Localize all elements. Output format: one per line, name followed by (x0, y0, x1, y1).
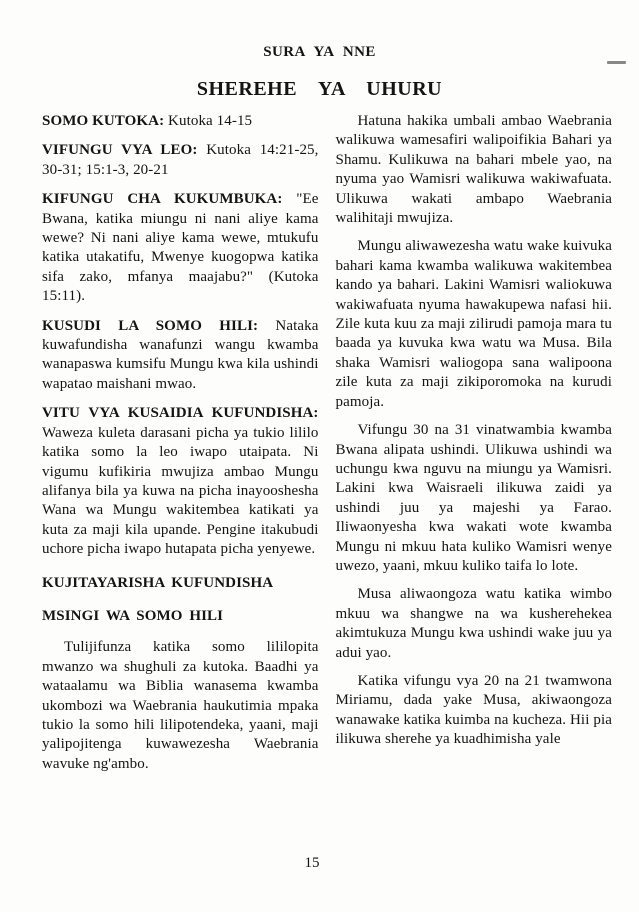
chapter-heading: SURA YA NNE (263, 44, 376, 60)
section-text: Kutoka 14:21-25, 30-31; 15:1-3, 20-21 (42, 142, 319, 178)
section-text: "Ee Bwana, katika miungu ni nani aliye kama wewe? Ni nani aliye kama wewe, mtukufu katika utakatifu, Mwenye kuogopwa katika sifa zako, mfanya maajabu?" (Kutoka 15:11). (42, 191, 319, 305)
section-label: KIFUNGU CHA KUKUMBUKA: (42, 191, 283, 208)
section-label: SOMO KUTOKA: (42, 113, 165, 129)
scan-artifact-mark (607, 61, 626, 64)
section-vitu-vya-kusaidia (42, 404, 319, 559)
page-header (0, 0, 639, 101)
page-title: SHEREHE YA UHURU (196, 78, 443, 100)
two-column-body (42, 112, 612, 784)
left-column-paragraph: Tulijifunza katika somo lililopita mwanzo wa shughuli za kutoka. Baadhi ya wataalamu wa Biblia wanasema kwamba ukombozi wa Waebrania haukutimia mpaka tukio la somo hili lilipotendeka, yaani, maji yalipojitenga kuwawezesha Waebrania wavuke ng'ambo. (42, 639, 319, 772)
paragraph: Mungu aliwawezesha watu wake kuivuka bahari kama kwamba walikuwa wakitembea kando ya bahari. Lakini Wamisri waliokuwa wakiwafuata nyuma hawakupewa nafasi hii. Zile kuta kuu za maji zilirudi pamoja mara tu baada ya kuvuka kwa watu wa Musa. Bila shaka Wamisri waliogopa sana walipoona zile kuta za maji zikiporomoka na kurudi pamoja. (335, 238, 612, 410)
subheading-msingi: MSINGI WA SOMO HILI (42, 607, 224, 624)
section-text: Nataka kuwafundisha wanafunzi wangu kwamba wanapaswa kumsifu Mungu kwa kila ushindi wapatao maishani mwao. (42, 317, 319, 392)
paragraph: Musa aliwaongoza watu katika wimbo mkuu wa shangwe na wa kusherehekea akimtukuza Mungu kwa ushindi wake juu ya adui yao. (335, 586, 612, 661)
section-label: KUSUDI LA SOMO HILI: (42, 317, 259, 334)
section-kifungu-cha-kukumbuka (42, 190, 319, 306)
paragraph: Vifungu 30 na 31 vinatwambia kwamba Bwana alipata ushindi. Ulikuwa ushindi wa uchungu kwa nguvu na miungu ya Wamisri. Lakini kwa Waisraeli ilikuwa zaidi ya ushindi juu ya majeshi ya Farao. Iliwaonyesha kwa wakati wote kwamba Mungu ni mkuu hata kuliko Wamisri wenye uwezo, yaani, mkuu kuliko taifa lo lote. (335, 422, 612, 574)
left-column (42, 112, 319, 784)
right-column (336, 112, 613, 784)
page-number: 15 (304, 855, 320, 871)
section-kusudi-la-somo (42, 317, 319, 395)
subheading-kujitayarisha: KUJITAYARISHA KUFUNDISHA (42, 574, 274, 591)
section-label: VITU VYA KUSAIDIA KUFUNDISHA: (42, 405, 319, 422)
section-vifungu-vya-leo (42, 141, 319, 180)
paragraph: Hatuna hakika umbali ambao Waebrania walikuwa wamesafiri walipoifikia Bahari ya Shamu. Kulikuwa na bahari mbele yao, na nyuma yao Wamisri walikuwa wakiwafuata. Ulikuwa wakati ambapo Waebrania walihitaji mwujiza. (335, 113, 612, 227)
paragraph: Katika vifungu vya 20 na 21 twamwona Miriamu, dada yake Musa, akiwaongoza wanawake katika kuimba na kucheza. Hii pia ilikuwa sherehe ya kuadhimisha yale (335, 672, 612, 748)
section-somo-kutoka (42, 112, 319, 131)
section-text: Kutoka 14-15 (168, 113, 253, 129)
section-text: Waweza kuleta darasani picha ya tukio lililo katika somo la leo iwapo utaipata. Ni vigumu kufikiria mwujiza ambao Mungu alifanya bila ya kuwa na picha inayooshesha Wana wa Mungu wakitembea katikati ya kuta za maji kila upande. Pengine itakubudi uchore picha iwapo hutapata picha yenyewe. (42, 424, 319, 558)
section-label: VIFUNGU VYA LEO: (42, 142, 198, 159)
